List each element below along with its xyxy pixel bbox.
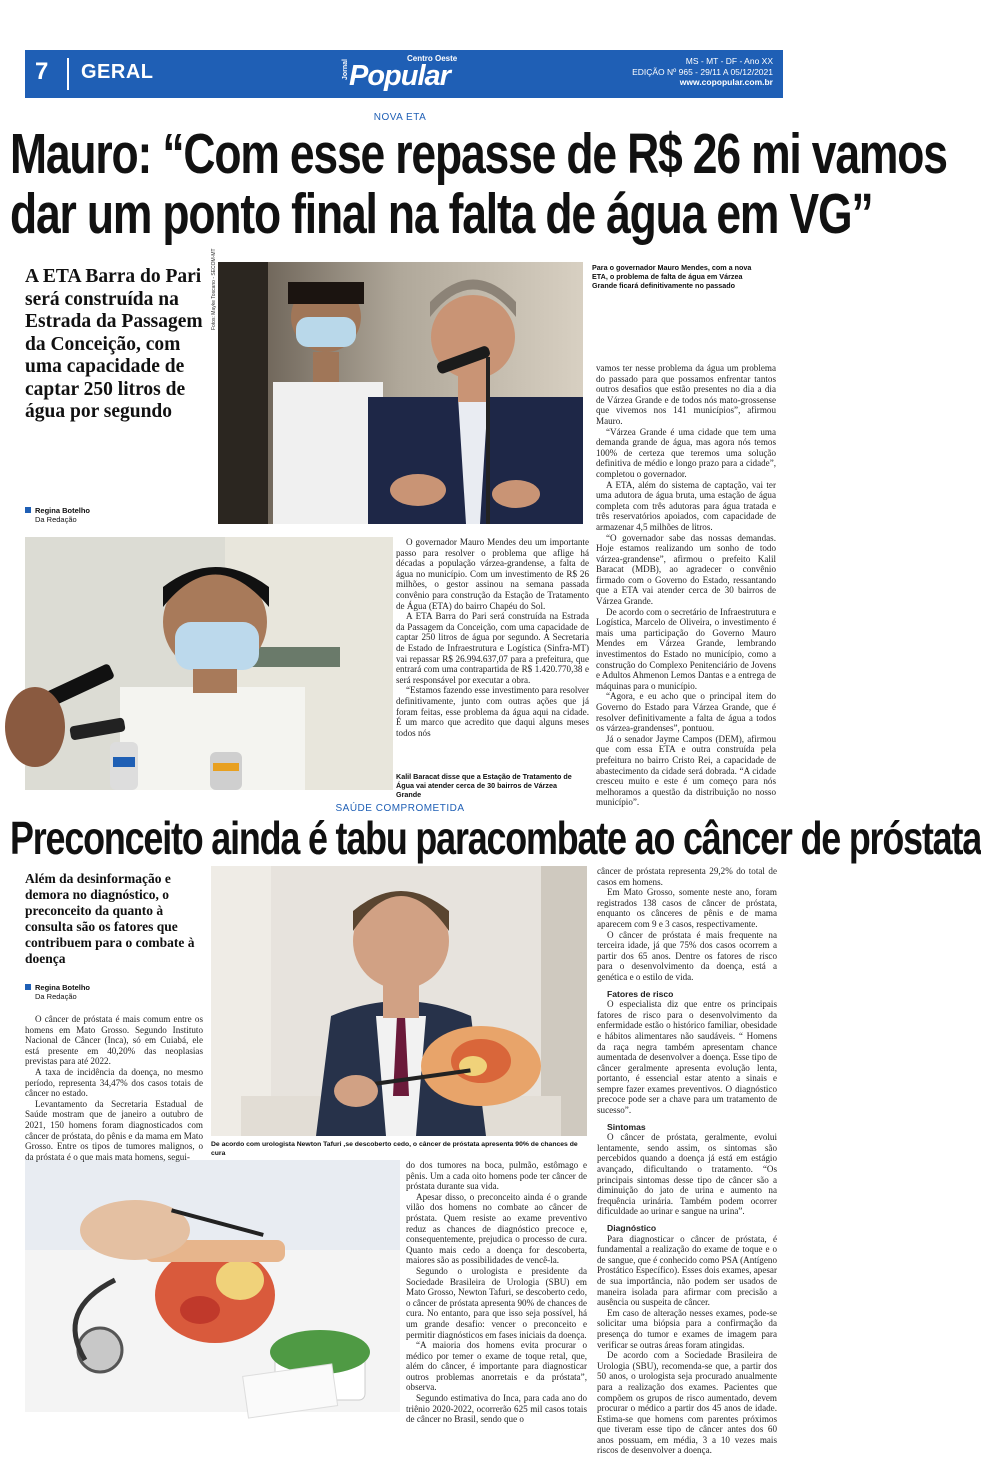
prostate-model-photo: [25, 1160, 400, 1412]
subheading-diagnosis: Diagnóstico: [607, 1223, 657, 1233]
governor-photo-caption: Para o governador Mauro Mendes, com a nova ETA, o problema de falta de água em Várzea Grande ficará definitivamente no passado: [592, 263, 752, 290]
paragraph: Levantamento da Secretaria Estadual de Saúde mostram que de janeiro a outubro de 2021, 150 homens foram diagnosticados com câncer de próstata, do pênis e da mama em Mato Grosso. Entre os tipos de tumores malignos, o da próstata é o que mais mata homens, segui-: [25, 1098, 203, 1162]
urologist-photo-caption: De acordo com urologista Newton Tafuri ,se descoberto cedo, o câncer de próstata apresenta 90% de chances de cura: [211, 1141, 578, 1157]
paragraph: A ETA Barra do Pari será construída na Estrada da Passagem da Conceição, com uma capacidade de captar 250 litros de água por segundo. A Secretaria de Estado de Infraestrutura e Logística (Sinfra-MT) vai repassar R$ 26.994.637,07 para a prefeitura, que entrará com uma contrapartida de R$ 1.420.770,38 e será responsável por executar a obra.: [396, 611, 589, 685]
byline-desk: Da Redação: [35, 992, 77, 1001]
byline-desk: Da Redação: [35, 515, 77, 524]
story1-lead: A ETA Barra do Pari será construída na Estrada da Passagem da Conceição, com uma capacidade de captar 250 litros de água por segundo: [25, 266, 203, 422]
paragraph: A taxa de incidência da doença, no mesmo período, representa 34,47% dos casos totais de câncer no estado.: [25, 1066, 203, 1099]
paragraph: O especialista diz que entre os principais fatores de risco para o desenvolvimento da enfermidade estão o histórico familiar, obesidade e hábitos alimentares não saudáveis. “ Homens da raça negra também apresentam chance aumentada de desenvolver a doença. Esse tipo de câncer geralmente apresenta evolução lenta, portanto, é essencial estar atento a sinais e sempre fazer exames preventivos. O diagnóstico precoce pode ser a chave para um tratamento de sucesso”.: [597, 999, 777, 1116]
paragraph: O câncer de próstata é mais frequente na terceira idade, já que 75% dos casos ocorrem a partir dos 65 anos. Dentre os fatores de risco para o desenvolvimento da doença, está a genética e o estilo de vida.: [597, 929, 777, 982]
paragraph: “A maioria dos homens evita procurar o médico por temer o exame de toque retal, que, além do câncer, é importante para diagnosticar outros problemas anorretais e da próstata”, observa.: [406, 1340, 587, 1393]
paragraph: O câncer de próstata, geralmente, evolui lentamente, sendo assim, os sintomas são percebidos quando a doença já está em estágio avançado, dificultando o tratamento. “Os principais sintomas desse tipo de câncer são a diminuição do jato de urina e aumento na frequência urinária. Também podem ocorrer dificuldade ao urinar e sangue na urina”.: [597, 1132, 777, 1217]
edition-website[interactable]: www.copopular.com.br: [679, 77, 773, 87]
story2-kicker: SAÚDE COMPROMETIDA: [335, 803, 465, 814]
page-number: 7: [35, 58, 49, 85]
paragraph: “Várzea Grande é uma cidade que tem uma demanda grande de água, mas agora nós temos 100% de certeza que teremos uma solução definitiva de médio e longo prazo para a cidade”, completou o governador.: [596, 426, 776, 479]
byline-marker: [25, 984, 31, 990]
paragraph: A ETA, além do sistema de captação, vai ter uma adutora de água bruta, uma estação de água completa com três adutoras para água tratada e três reservatórios apoiados, com capacidade de armazenar 4,5 milhões de litros.: [596, 479, 776, 532]
paragraph: O governador Mauro Mendes deu um importante passo para resolver o problema que aflige há décadas a população várzea-grandense, a falta de água no município. Com um investimento de R$ 26 milhões, o gestor assinou na semana passada convênio para construção da Estação de Tratamento de Água (ETA) do bairro Chapéu do Sol.: [396, 537, 589, 611]
story2-byline: [25, 983, 90, 1001]
paragraph: O câncer de próstata é mais comum entre os homens em Mato Grosso. Segundo Instituto Nacional de Câncer (Inca), só em Cuiabá, ele está presente em 40,20% das neoplasias previstas para até 2022.: [25, 1014, 203, 1067]
mayor-photo: [25, 537, 393, 790]
paragraph: Segundo estimativa do Inca, para cada ano do triênio 2020-2022, ocorrerão 625 mil casos totais de câncer no Brasil, sendo que o: [406, 1393, 587, 1425]
byline-marker: [25, 507, 31, 513]
story2-column-left: [25, 1014, 203, 1162]
paragraph: Apesar disso, o preconceito ainda é o grande vilão dos homens no combate ao câncer de próstata. Quem resiste ao exame preventivo reduz as chances de diagnóstico precoce e, consequentemente, prejudica o processo de cura. Quanto mais cedo a doença for descoberta, maiores são as possibilidades de vencê-la.: [406, 1191, 587, 1266]
newspaper-logo: [333, 52, 483, 96]
paragraph: Em Mato Grosso, somente neste ano, foram registrados 138 casos de câncer de próstata, enquanto os cânceres de pênis e de mama aparecem com 9 e 3 casos, respectivamente.: [597, 887, 777, 929]
paragraph: Em caso de alteração nesses exames, pode-se solicitar uma biópsia para a confirmação da presença do tumor e exames de imagem para verificar se outras áreas foram atingidas.: [597, 1307, 777, 1350]
story1-byline: [25, 506, 90, 524]
story1-headline-line2: dar um ponto final na falta de água em VG”: [10, 182, 873, 246]
story2-column-right: [597, 866, 777, 1456]
page-header: [25, 50, 783, 98]
paragraph: Segundo o urologista e presidente da Sociedade Brasileira de Urologia (SBU) em Mato Grosso, Newton Tafuri, se descoberto cedo, o câncer de próstata apresenta 90% de chances de cura. No entanto, para que isso seja possível, há um grande desafio: vencer o preconceito e permitir diagnósticos em fases iniciais da doença.: [406, 1265, 587, 1340]
paragraph: “O governador sabe das nossas demandas. Hoje estamos realizando um sonho de todo várzea-grandense”, afirmou o prefeito Kalil Baracat (MDB), ao agradecer o convênio firmado com o Governo do Estado, ressantando que a ETA vai atender cerca de 30 bairros de Várzea Grande.: [596, 532, 776, 607]
governor-photo: [218, 262, 583, 524]
paragraph: vamos ter nesse problema da água um problema do passado para que possamos enfrentar tantos outros desafios que estão presentes no dia a dia de Várzea Grande e de todos nós mato-grossense que vivemos nos 141 municípios”, afirmou Mauro.: [596, 363, 776, 426]
urologist-photo: [211, 866, 587, 1136]
story2-column-middle: [406, 1160, 587, 1425]
story2-headline: Preconceito ainda é tabu paracombate ao câncer de próstata: [10, 812, 981, 864]
logo-subtitle: Centro Oeste: [407, 54, 458, 63]
logo-jornal: Jornal: [342, 58, 350, 81]
edition-number: EDIÇÃO Nº 965 - 29/11 A 05/12/2021: [632, 66, 773, 77]
paragraph: “Estamos fazendo esse investimento para resolver definitivamente, junto com outras ações que já foram feitas, esse problema da água aqui na cidade. É um marco que acredito que daqui alguns meses todos nós: [396, 685, 589, 738]
paragraph: câncer de próstata representa 29,2% do total de casos em homens.: [597, 866, 777, 887]
paragraph: De acordo com a Sociedade Brasileira de Urologia (SBU), recomenda-se que, a partir dos 50 anos, o urologista seja procurado anualmente para a realização dos exames. Pacientes que compõem os grupos de risco aumentado, devem procurar o médico a partir dos 45 anos de idade. Estima-se que homens com parentes próximos que tiveram esse tipo de câncer antes dos 60 anos possuam, em média, 3 a 10 vezes mais riscos de desenvolver a doença.: [597, 1350, 777, 1456]
byline-name: Regina Botelho: [35, 983, 91, 992]
section-name: GERAL: [81, 61, 154, 83]
story1-headline-line1: Mauro: “Com esse repasse de R$ 26 mi vamos: [10, 122, 947, 186]
paragraph: Já o senador Jayme Campos (DEM), afirmou que com essa ETA e outra construída pela prefeitura no bairro Cristo Rei, a capacidade de abastecimento da cidade será dobrada. “A cidade cresceu muito e este é um começo para nós melhoramos a questão da distribuição no nosso município”.: [596, 733, 776, 808]
byline-name: Regina Botelho: [35, 506, 91, 515]
edition-info: [632, 56, 773, 88]
paragraph: De acordo com o secretário de Infraestrutura e Logística, Marcelo de Oliveira, o investimento é mais uma participação do Governo Mauro Mendes em Várzea Grande, lembrando investimentos do Estado no município, como a construção do Complexo Penitenciário de Jovens e Adultos Ahmenon Lemos Dantas e a entrega de máquinas para o município.: [596, 606, 776, 691]
logo-title: Popular: [349, 60, 450, 92]
photo-credit: Fotos: Mayke Toscano - SECOM-MT: [211, 248, 217, 330]
header-divider: [67, 58, 69, 90]
subheading-symptoms: Sintomas: [607, 1121, 646, 1132]
subheading-risk-factors: Fatores de risco: [607, 988, 674, 999]
story1-column-middle: [396, 537, 589, 738]
mayor-photo-caption: Kalil Baracat disse que a Estação de Tratamento de Água vai atender cerca de 30 bairros de Várzea Grande: [396, 772, 572, 799]
paragraph: “Agora, e eu acho que o principal item do Governo do Estado para Várzea Grande, que é resolver definitivamente a falta de água a todos os várzea-grandenses”, pontuou.: [596, 691, 776, 734]
story2-lead: Além da desinformação e demora no diagnóstico, o preconceito da quanto à consulta são os fatores que contribuem para o combate à doença: [25, 871, 195, 966]
paragraph: do dos tumores na boca, pulmão, estômago e pênis. Um a cada oito homens pode ter câncer de próstata durante sua vida.: [406, 1160, 587, 1192]
edition-region: MS - MT - DF - Ano XX: [685, 56, 773, 66]
story1-column-right: [596, 363, 776, 808]
paragraph: Para diagnosticar o câncer de próstata, é fundamental a realização do exame de toque e o de sangue, que é conhecido como PSA (Antígeno Prostático Específico). Esses dois exames, apesar de sua importância, não podem ser usados de maneira isolada para afirmar com precisão a ausência ou suspeita de câncer.: [597, 1233, 777, 1308]
story1-kicker: NOVA ETA: [373, 112, 427, 123]
